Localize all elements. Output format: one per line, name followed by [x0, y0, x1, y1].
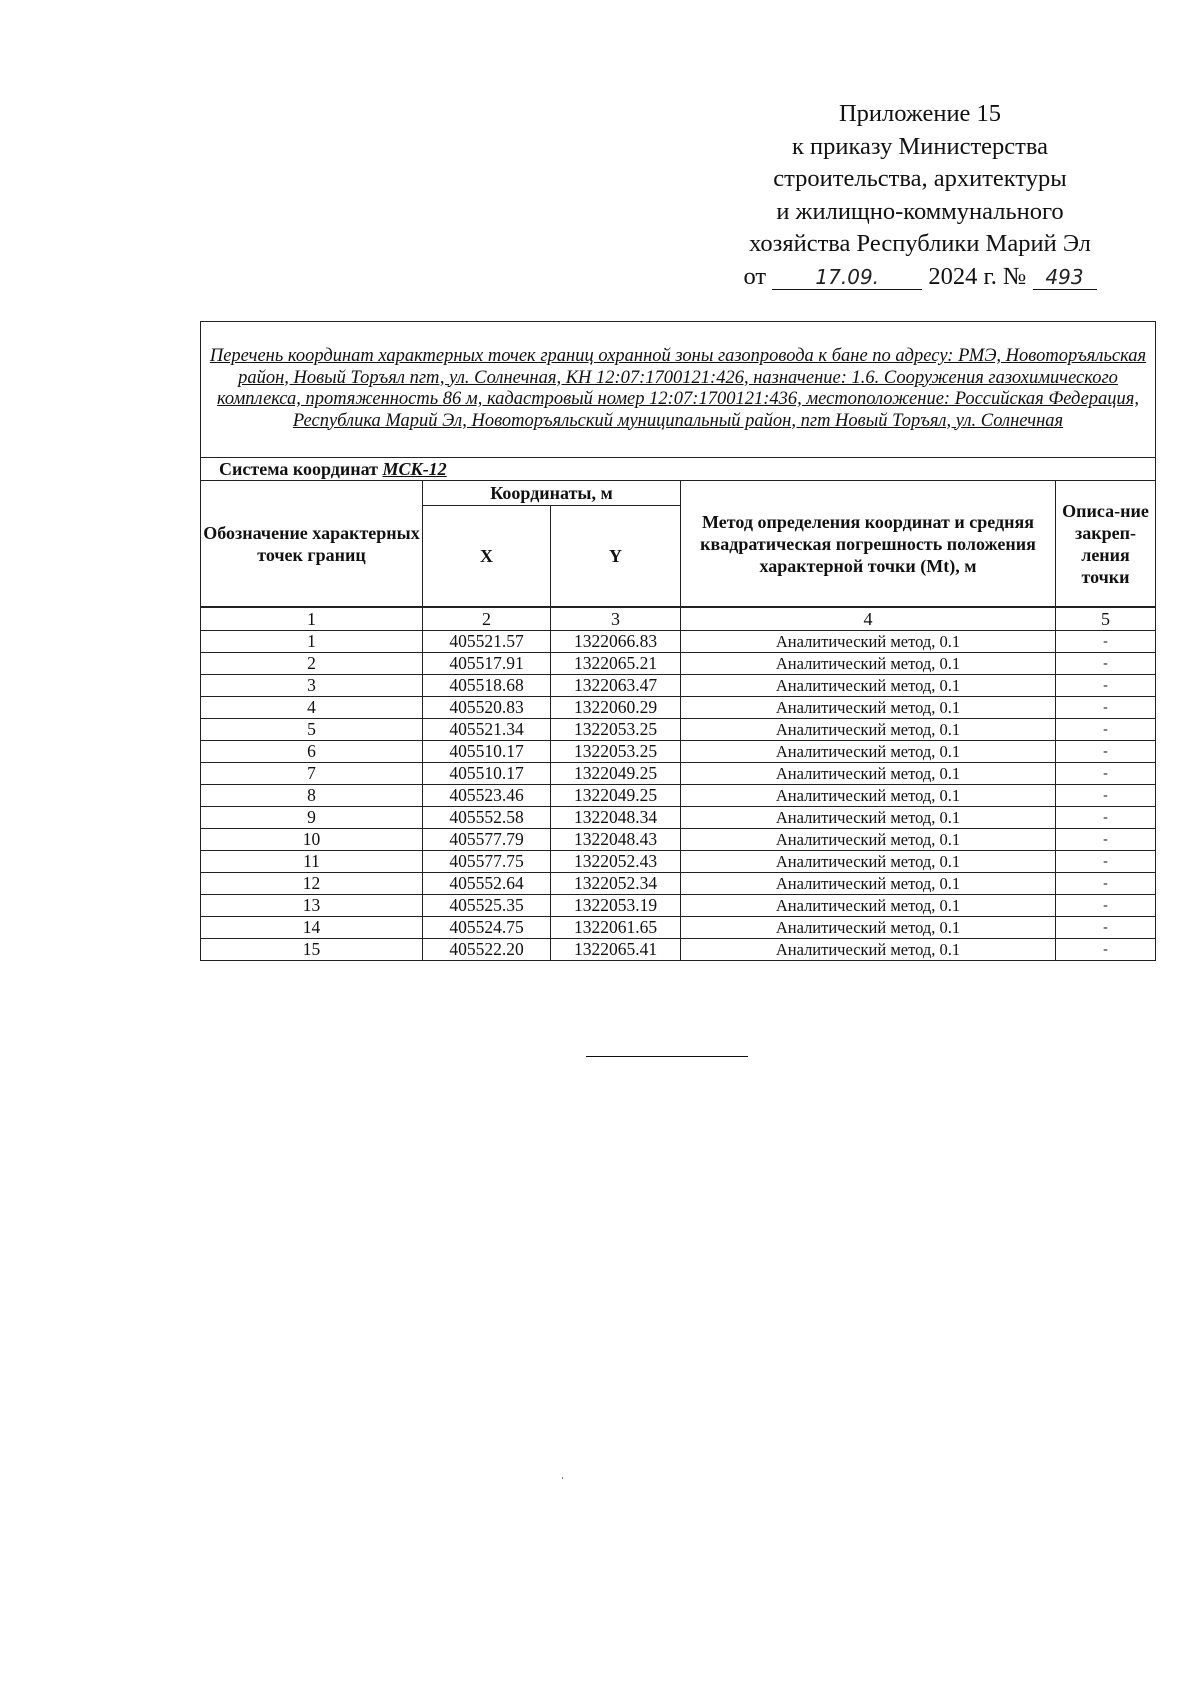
handwritten-date: 17.09.: [772, 265, 922, 290]
x-cell: 405510.17: [423, 741, 551, 763]
method-cell: Аналитический метод, 0.1: [681, 807, 1056, 829]
table-row: [201, 851, 1156, 873]
end-of-document-line: [586, 1056, 748, 1057]
table-caption: Перечень координат характерных точек границ охранной зоны газопровода к бане по адресу: РМЭ, Новоторъяльская район, Новый Торъял пгт, ул. Солнечная, КН 12:07:1700121:426, назначение: 1.6. Сооружения газохимического комплекса, протяженность 86 м, кадастровый номер 12:07:1700121:436, местоположение: Российская Федерация, Республика Марий Эл, Новоторъяльский муниципальный район, пгт Новый Торъял, ул. Солнечная: [201, 322, 1156, 458]
method-cell: Аналитический метод, 0.1: [681, 873, 1056, 895]
method-cell: Аналитический метод, 0.1: [681, 653, 1056, 675]
x-cell: 405577.79: [423, 829, 551, 851]
header-method: Метод определения координат и средняя квадратическая погрешность положения характерной точки (Mt), м: [681, 481, 1056, 608]
coordinate-system-name: МСК-12: [382, 458, 447, 479]
table-row: [201, 785, 1156, 807]
y-cell: 1322066.83: [551, 631, 681, 653]
method-cell: Аналитический метод, 0.1: [681, 741, 1056, 763]
scan-speck: [562, 1477, 563, 1479]
appendix-header: [690, 98, 1150, 293]
point-cell: 3: [201, 675, 423, 697]
x-cell: 405522.20: [423, 939, 551, 961]
point-cell: 8: [201, 785, 423, 807]
table-row: [201, 697, 1156, 719]
description-cell: -: [1056, 851, 1156, 873]
y-cell: 1322053.25: [551, 741, 681, 763]
coordinate-system-label: Система координат: [219, 458, 378, 479]
table-row: [201, 741, 1156, 763]
description-cell: -: [1056, 829, 1156, 851]
point-cell: 4: [201, 697, 423, 719]
x-cell: 405510.17: [423, 763, 551, 785]
y-cell: 1322049.25: [551, 785, 681, 807]
table-row: [201, 939, 1156, 961]
description-cell: -: [1056, 895, 1156, 917]
x-cell: 405523.46: [423, 785, 551, 807]
description-cell: -: [1056, 741, 1156, 763]
description-cell: -: [1056, 675, 1156, 697]
method-cell: Аналитический метод, 0.1: [681, 917, 1056, 939]
handwritten-order-number: 493: [1033, 265, 1097, 290]
x-cell: 405525.35: [423, 895, 551, 917]
y-cell: 1322063.47: [551, 675, 681, 697]
table-row: [201, 873, 1156, 895]
point-cell: 7: [201, 763, 423, 785]
description-cell: -: [1056, 653, 1156, 675]
y-cell: 1322060.29: [551, 697, 681, 719]
description-cell: -: [1056, 807, 1156, 829]
column-number: 4: [681, 607, 1056, 631]
point-cell: 11: [201, 851, 423, 873]
column-number: 1: [201, 607, 423, 631]
x-cell: 405518.68: [423, 675, 551, 697]
coordinate-system: [201, 458, 1156, 481]
point-cell: 1: [201, 631, 423, 653]
method-cell: Аналитический метод, 0.1: [681, 697, 1056, 719]
method-cell: Аналитический метод, 0.1: [681, 939, 1056, 961]
point-cell: 6: [201, 741, 423, 763]
point-cell: 5: [201, 719, 423, 741]
description-cell: -: [1056, 631, 1156, 653]
x-cell: 405552.58: [423, 807, 551, 829]
x-cell: 405577.75: [423, 851, 551, 873]
description-cell: -: [1056, 697, 1156, 719]
y-cell: 1322052.43: [551, 851, 681, 873]
x-cell: 405552.64: [423, 873, 551, 895]
y-cell: 1322053.25: [551, 719, 681, 741]
point-cell: 10: [201, 829, 423, 851]
description-cell: -: [1056, 719, 1156, 741]
column-number: 2: [423, 607, 551, 631]
method-cell: Аналитический метод, 0.1: [681, 675, 1056, 697]
point-cell: 2: [201, 653, 423, 675]
x-cell: 405521.34: [423, 719, 551, 741]
y-cell: 1322061.65: [551, 917, 681, 939]
method-cell: Аналитический метод, 0.1: [681, 851, 1056, 873]
table-row: [201, 807, 1156, 829]
table-row: [201, 675, 1156, 697]
header-y: Y: [551, 506, 681, 608]
y-cell: 1322048.34: [551, 807, 681, 829]
column-number: 5: [1056, 607, 1156, 631]
table-row: [201, 895, 1156, 917]
appendix-ministry-line-2: и жилищно-коммунального: [776, 197, 1064, 225]
table-body: [201, 631, 1156, 961]
y-cell: 1322065.21: [551, 653, 681, 675]
point-cell: 9: [201, 807, 423, 829]
x-cell: 405520.83: [423, 697, 551, 719]
column-number-row: [201, 607, 1156, 631]
point-cell: 12: [201, 873, 423, 895]
header-point: Обозначение характерных точек границ: [201, 481, 423, 608]
description-cell: -: [1056, 763, 1156, 785]
method-cell: Аналитический метод, 0.1: [681, 895, 1056, 917]
method-cell: Аналитический метод, 0.1: [681, 829, 1056, 851]
x-cell: 405524.75: [423, 917, 551, 939]
table-row: [201, 829, 1156, 851]
appendix-ministry-line: строительства, архитектуры: [773, 165, 1067, 192]
method-cell: Аналитический метод, 0.1: [681, 719, 1056, 741]
coordinates-table: [200, 321, 1156, 961]
table-row: [201, 917, 1156, 939]
y-cell: 1322065.41: [551, 939, 681, 961]
description-cell: -: [1056, 939, 1156, 961]
x-cell: 405517.91: [423, 653, 551, 675]
point-cell: 15: [201, 939, 423, 961]
description-cell: -: [1056, 785, 1156, 807]
header-coordinates: Координаты, м: [423, 481, 681, 506]
x-cell: 405521.57: [423, 631, 551, 653]
year-text: 2024 г. №: [928, 262, 1027, 290]
y-cell: 1322053.19: [551, 895, 681, 917]
appendix-ministry-line-3: хозяйства Республики Марий Эл: [749, 230, 1091, 257]
point-cell: 13: [201, 895, 423, 917]
description-cell: -: [1056, 873, 1156, 895]
method-cell: Аналитический метод, 0.1: [681, 785, 1056, 807]
appendix-order-line: к приказу Министерства: [792, 132, 1048, 160]
method-cell: Аналитический метод, 0.1: [681, 631, 1056, 653]
y-cell: 1322052.34: [551, 873, 681, 895]
date-prefix: от: [743, 262, 767, 290]
point-cell: 14: [201, 917, 423, 939]
table-row: [201, 631, 1156, 653]
y-cell: 1322048.43: [551, 829, 681, 851]
y-cell: 1322049.25: [551, 763, 681, 785]
table-row: [201, 763, 1156, 785]
table-row: [201, 719, 1156, 741]
header-x: X: [423, 506, 551, 608]
description-cell: -: [1056, 917, 1156, 939]
method-cell: Аналитический метод, 0.1: [681, 763, 1056, 785]
header-description: Описа-ние закреп-ления точки: [1056, 481, 1156, 608]
appendix-date-line: [690, 261, 1150, 294]
appendix-title: Приложение 15: [838, 100, 1002, 127]
table-row: [201, 653, 1156, 675]
column-number: 3: [551, 607, 681, 631]
